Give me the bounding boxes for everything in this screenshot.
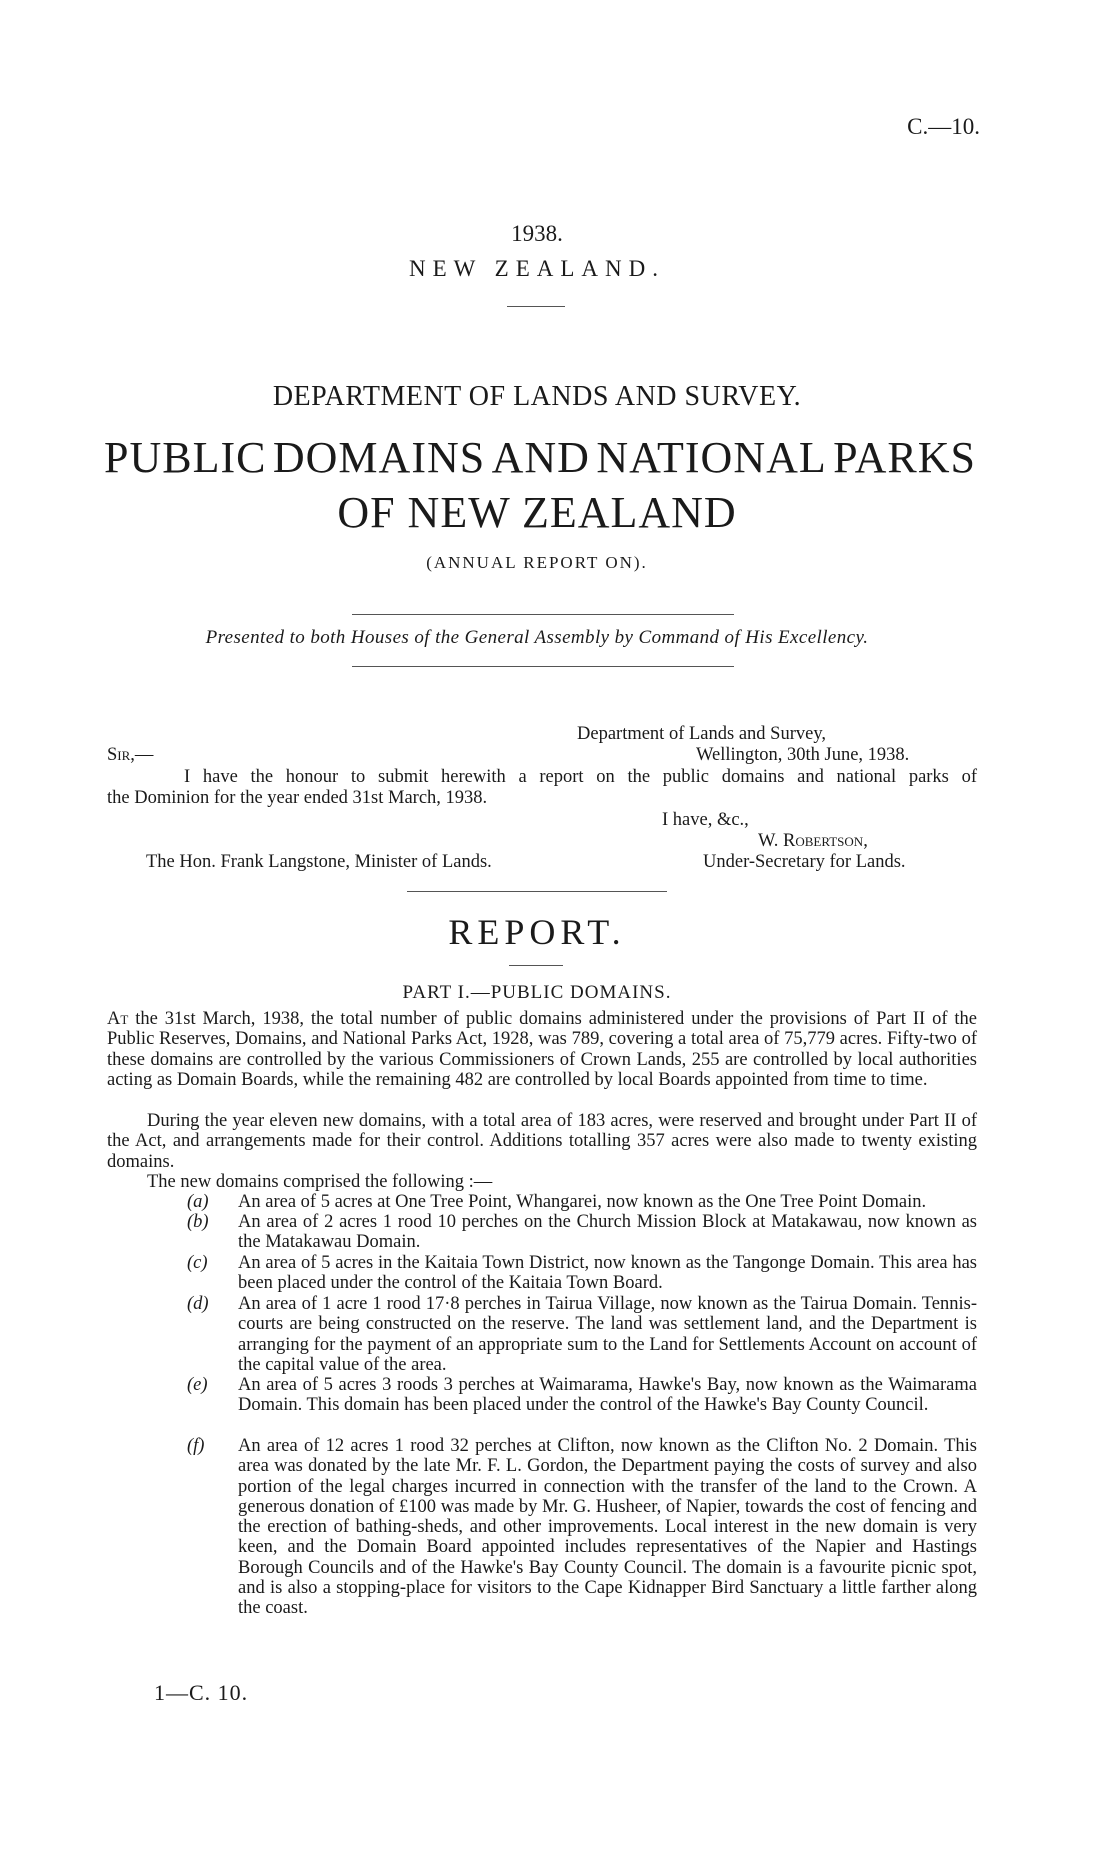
presented-note: Presented to both Houses of the General Assembly by Command of His Excellency. [205, 627, 869, 648]
signatory-initial: W. [758, 831, 779, 851]
title-word: DOMAINS [272, 433, 486, 482]
letter-signatory [758, 831, 868, 852]
document-code: C.—10. [907, 114, 980, 139]
report-paragraph-2: During the year eleven new domains, with a total area of 183 acres, were reserved and brought under Part II of the Act, and arrangements made for their control. Additions totalling 357 acres were also made to twenty existing domains. [107, 1111, 977, 1172]
letter-place-date: Wellington, 30th June, 1938. [696, 745, 910, 765]
paragraph-text: the 31st March, 1938, the total number of public domains administered under the provisions of Part II of the Public Reserves, Domains, and National Parks Act, 1928, was 789, covering a total area of 75,779 acres. Fifty-two of these domains are controlled by the various Commissioners of Crown Lands, 255 are controlled by local authorities acting as Domain Boards, while the remaining 482 are controlled by local Boards appointed from time to time. [107, 1009, 977, 1090]
item-text: An area of 5 acres in the Kaitaia Town District, now known as the Tangonge Domain. This area has been placed under the control of the Kaitaia Town Board. [238, 1253, 977, 1294]
list-item [187, 1375, 977, 1416]
title-word: PARKS [833, 433, 976, 482]
title-word: AND [491, 433, 590, 482]
country-heading: NEW ZEALAND. [408, 256, 666, 281]
letter-addressee: The Hon. Frank Langstone, Minister of Lands. [146, 852, 492, 872]
title-word: PUBLIC [104, 433, 267, 482]
item-label: (e) [187, 1375, 208, 1395]
letter-department: Department of Lands and Survey, [577, 724, 826, 744]
item-label: (f) [187, 1436, 205, 1456]
list-item [187, 1436, 977, 1619]
item-text: An area of 12 acres 1 rood 32 perches at Clifton, now known as the Clifton No. 2 Domain. This area was donated by the late Mr. F. L. Gordon, the Department paying the costs of survey and also portion of the legal charges incurred in connection with the transfer of the land to the Crown. A generous donation of £100 was made by Mr. G. Husheer, of Napier, towards the cost of fencing and the erection of bathing-sheds, and other improvements. Local interest in the new domain is very keen, and the Domain Board appointed includes representatives of the Napier and Hastings Borough Councils and of the Hawke's Bay County Council. The domain is a favourite picnic spot, and is also a stopping-place for visitors to the Cape Kidnapper Bird Sanctuary a little farther along the coast. [238, 1436, 977, 1619]
item-text: An area of 5 acres at One Tree Point, Whangarei, now known as the One Tree Point Domain. [238, 1192, 927, 1212]
letter-closing: I have, &c., [662, 810, 749, 830]
list-item [187, 1294, 977, 1375]
item-label: (b) [187, 1212, 209, 1232]
main-title-line2: OF NEW ZEALAND [337, 488, 737, 537]
list-item [187, 1192, 977, 1212]
divider [352, 614, 734, 615]
main-title-line1 [104, 432, 976, 483]
letter-body-line2: the Dominion for the year ended 31st March, 1938. [107, 788, 488, 808]
year-heading: 1938. [511, 221, 563, 246]
page-reference: 1—C. 10. [154, 1680, 249, 1705]
item-text: An area of 5 acres 3 roods 3 perches at Waimarama, Hawke's Bay, now known as the Waimarama Domain. This domain has been placed under the control of the Hawke's Bay County Council. [238, 1375, 977, 1416]
divider [509, 965, 563, 966]
divider [352, 666, 734, 667]
item-text: An area of 2 acres 1 rood 10 perches on the Church Mission Block at Matakawau, now known as the Matakawau Domain. [238, 1212, 977, 1253]
signatory-name: Robertson, [783, 831, 868, 851]
list-item [187, 1253, 977, 1294]
item-label: (a) [187, 1192, 209, 1212]
paragraph-lead-word: At [107, 1009, 129, 1029]
item-label: (c) [187, 1253, 208, 1273]
part-heading: PART I.—PUBLIC DOMAINS. [402, 982, 672, 1003]
report-paragraph-1 [107, 1009, 977, 1090]
item-label: (d) [187, 1294, 209, 1314]
letter-signatory-title: Under-Secretary for Lands. [703, 852, 906, 872]
title-word: NATIONAL [596, 433, 827, 482]
divider [407, 891, 667, 892]
report-heading: REPORT. [448, 912, 626, 952]
divider [507, 306, 565, 307]
subtitle: (ANNUAL REPORT ON). [426, 553, 648, 572]
list-item [187, 1212, 977, 1253]
item-text: An area of 1 acre 1 rood 17·8 perches in Tairua Village, now known as the Tairua Domain. Tennis-courts are being constructed on the reserve. The land was settlement land, and the Department is arranging for the payment of an appropriate sum to the Land for Settlements Account on account of the capital value of the area. [238, 1294, 977, 1375]
department-heading: DEPARTMENT OF LANDS AND SURVEY. [272, 381, 802, 412]
letter-salutation: Sir,— [107, 745, 154, 765]
letter-body-line1: I have the honour to submit herewith a report on the public domains and national parks of [184, 767, 977, 787]
report-paragraph-3: The new domains comprised the following :— [147, 1172, 493, 1192]
